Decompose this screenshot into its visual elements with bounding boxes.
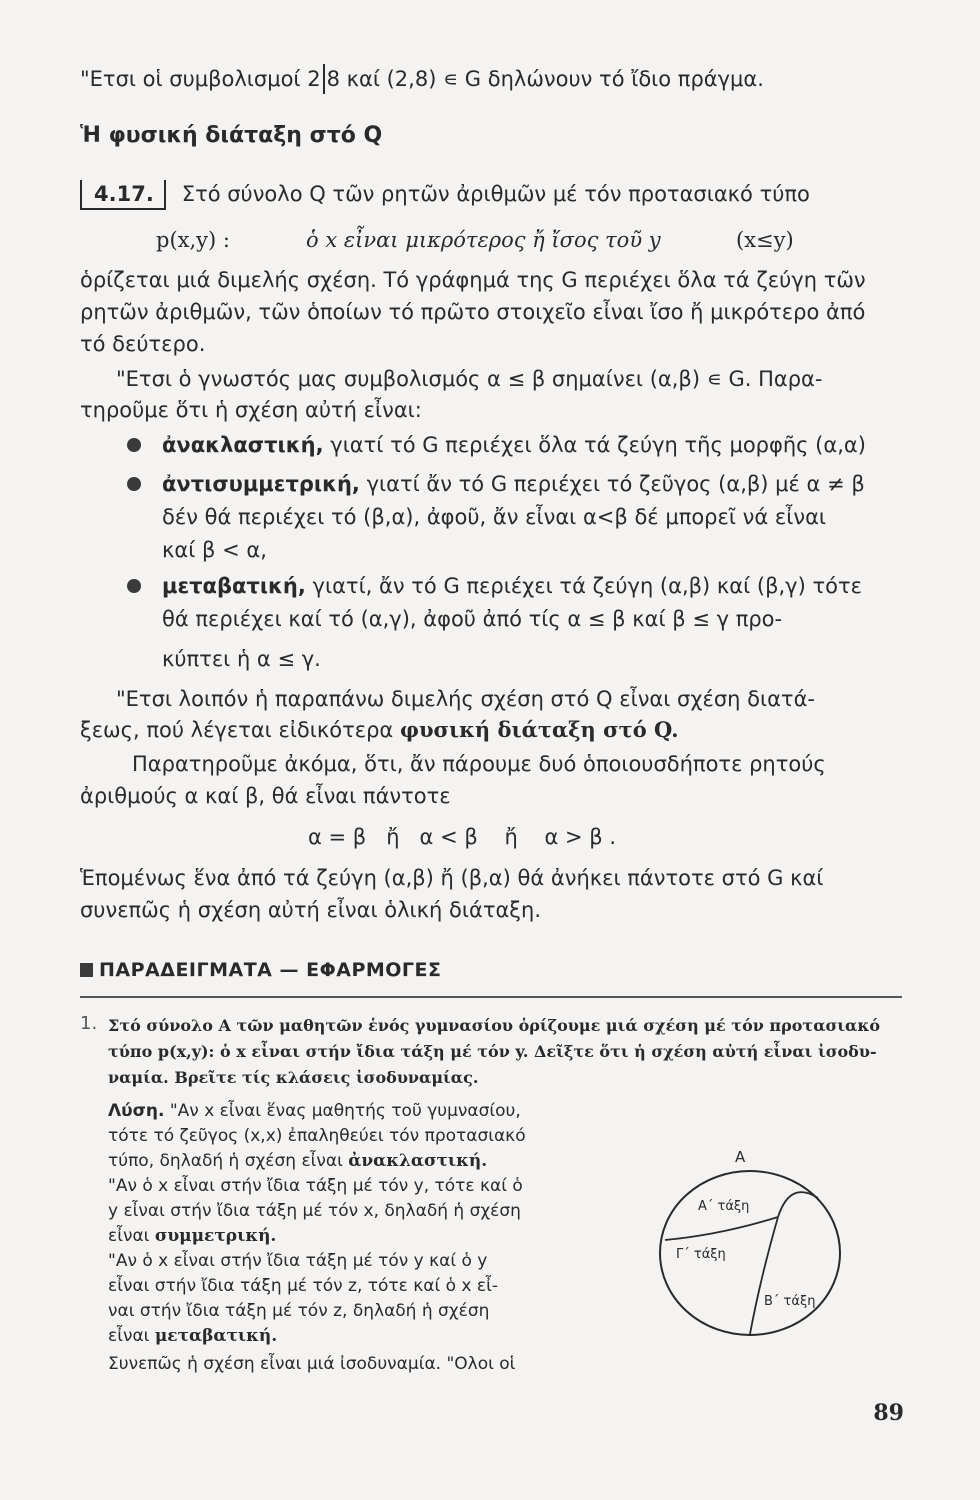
line-9: τηροῦμε ὅτι ἡ σχέση αὐτή εἶναι: (80, 398, 422, 422)
bullet-icon (127, 438, 141, 452)
examples-section-title: ΠΑΡΑΔΕΙΓΜΑΤΑ — ΕΦΑΡΜΟΓΕΣ (80, 956, 910, 984)
solution-line-6: εἶναι συμμετρική. (108, 1226, 277, 1246)
paragraph-number-box: 4.17. (80, 180, 166, 210)
bullet-antisymmetric: ἀντισυμμετρική, γιατί ἄν τό G περιέχει τό ζεῦγος (α,β) μέ α ≠ β (162, 472, 865, 496)
class-a-label: A΄ τάξη (698, 1199, 750, 1214)
solution-line-7: "Αν ὁ x εἶναι στήν ἴδια τάξη μέ τόν y καί ὁ y (108, 1251, 488, 1271)
solution-line-2: τότε τό ζεῦγος (x,x) ἐπαληθεύει τόν προτασιακό (108, 1126, 526, 1146)
bullet-reflexive: ἀνακλαστική, γιατί τό G περιέχει ὅλα τά ζεύγη τῆς μορφῆς (α,α) (162, 433, 866, 457)
class-divider (665, 1217, 778, 1240)
bullet-antisymmetric-line-2: δέν θά περιέχει τό (β,α), ἀφοῦ, ἄν εἶναι α<β δέ μπορεῖ νά εἶναι (162, 505, 827, 529)
formula-line: p(x,y) : ὁ x εἶναι μικρότερος ἤ ἴσος τοῦ y (x≤y) (156, 228, 794, 252)
line-3: 4.17. Στό σύνολο Q τῶν ρητῶν ἀριθμῶν μέ τόν προτασιακό τύπο (80, 180, 910, 210)
solution-line-5: y εἶναι στήν ἴδια τάξη μέ τόν x, δηλαδή ἡ σχέση (108, 1201, 521, 1221)
paragraph-2-line-1: "Ετσι λοιπόν ἡ παραπάνω διμελής σχέση στό Q εἶναι σχέση διατά- (116, 687, 815, 711)
solution-line-1: Λύση. "Αν x εἶναι ἕνας μαθητής τοῦ γυμνασίου, (108, 1101, 521, 1121)
bullet-transitive-line-2: θά περιέχει καί τό (α,γ), ἀφοῦ ἀπό τίς α ≤ β καί β ≤ γ προ- (162, 607, 783, 631)
equivalence-classes-diagram (640, 1140, 890, 1360)
class-b-label: B΄ τάξη (764, 1294, 816, 1309)
example-number: 1. (80, 1013, 98, 1034)
section-rule (80, 996, 902, 998)
bullet-icon (127, 477, 141, 491)
paragraph-4-line-2: συνεπῶς ἡ σχέση αὐτή εἶναι ὁλική διάταξη. (80, 898, 541, 922)
example-line-2: τύπο p(x,y): ὁ x εἶναι στήν ἴδια τάξη μέ τόν y. Δεῖξτε ὅτι ἡ σχέση αὐτή εἶναι ἰσοδυ- (108, 1042, 877, 1061)
solution-line-3: τύπο, δηλαδή ἡ σχέση εἶναι ἀνακλαστική. (108, 1151, 488, 1171)
divides-bar (323, 64, 325, 94)
paragraph-4-line-1: Ἑπομένως ἕνα ἀπό τά ζεύγη (α,β) ἤ (β,α) θά ἀνήκει πάντοτε στό G καί (80, 866, 824, 890)
paragraph-3-line-2: ἀριθμούς α καί β, θά εἶναι πάντοτε (80, 784, 451, 808)
example-line-3: ναμία. Βρεῖτε τίς κλάσεις ἰσοδυναμίας. (108, 1068, 479, 1087)
bullet-transitive-line-3: κύπτει ἡ α ≤ γ. (162, 647, 321, 671)
class-divider (778, 1192, 818, 1217)
example-line-1: Στό σύνολο A τῶν μαθητῶν ἑνός γυμνασίου ὁρίζουμε μιά σχέση μέ τόν προτασιακό (108, 1016, 881, 1035)
bullet-antisymmetric-line-3: καί β < α, (162, 538, 267, 562)
square-icon (80, 963, 93, 977)
solution-line-4: "Αν ὁ x εἶναι στήν ἴδια τάξη μέ τόν y, τότε καί ὁ (108, 1176, 523, 1196)
solution-line-10: εἶναι μεταβατική. (108, 1326, 278, 1346)
bullet-icon (127, 579, 141, 593)
solution-line-8: εἶναι στήν ἴδια τάξη μέ τόν z, τότε καί ὁ x εἶ- (108, 1276, 498, 1296)
solution-line-11: Συνεπῶς ἡ σχέση εἶναι μιά ἰσοδυναμία. "Ολοι οἱ (108, 1354, 516, 1374)
line-7: τό δεύτερο. (80, 332, 206, 356)
paragraph-3-line-1: Παρατηροῦμε ἀκόμα, ὅτι, ἄν πάρουμε δυό ὁποιουσδήποτε ρητούς (132, 752, 826, 776)
class-divider (750, 1217, 778, 1334)
section-heading: Ἡ φυσική διάταξη στό Q (80, 123, 383, 148)
set-label: A (735, 1148, 746, 1166)
bullet-transitive: μεταβατική, γιατί, ἄν τό G περιέχει τά ζεύγη (α,β) καί (β,γ) τότε (162, 574, 862, 598)
line-8: "Ετσι ὁ γνωστός μας συμβολισμός α ≤ β σημαίνει (α,β) ∊ G. Παρα- (116, 367, 823, 391)
class-g-label: Γ΄ τάξη (676, 1247, 726, 1262)
page-number: 89 (873, 1400, 904, 1426)
solution-line-9: ναι στήν ἴδια τάξη μέ τόν z, δηλαδή ἡ σχέση (108, 1301, 490, 1321)
line-1: "Ετσι οἱ συμβολισμοί 2 8 καί (2,8) ∊ G δηλώνουν τό ἴδιο πράγμα. (80, 64, 910, 94)
paragraph-2-line-2: ξεως, πού λέγεται εἰδικότερα φυσική διάταξη στό Q. (80, 717, 679, 742)
trichotomy-equation: α = β ἤ α < β ἤ α > β . (308, 825, 616, 849)
line-5: ὁρίζεται μιά διμελής σχέση. Τό γράφημά της G περιέχει ὅλα τά ζεύγη τῶν (80, 268, 866, 292)
line-6: ρητῶν ἀριθμῶν, τῶν ὁποίων τό πρῶτο στοιχεῖο εἶναι ἴσο ἤ μικρότερο ἀπό (80, 300, 866, 324)
